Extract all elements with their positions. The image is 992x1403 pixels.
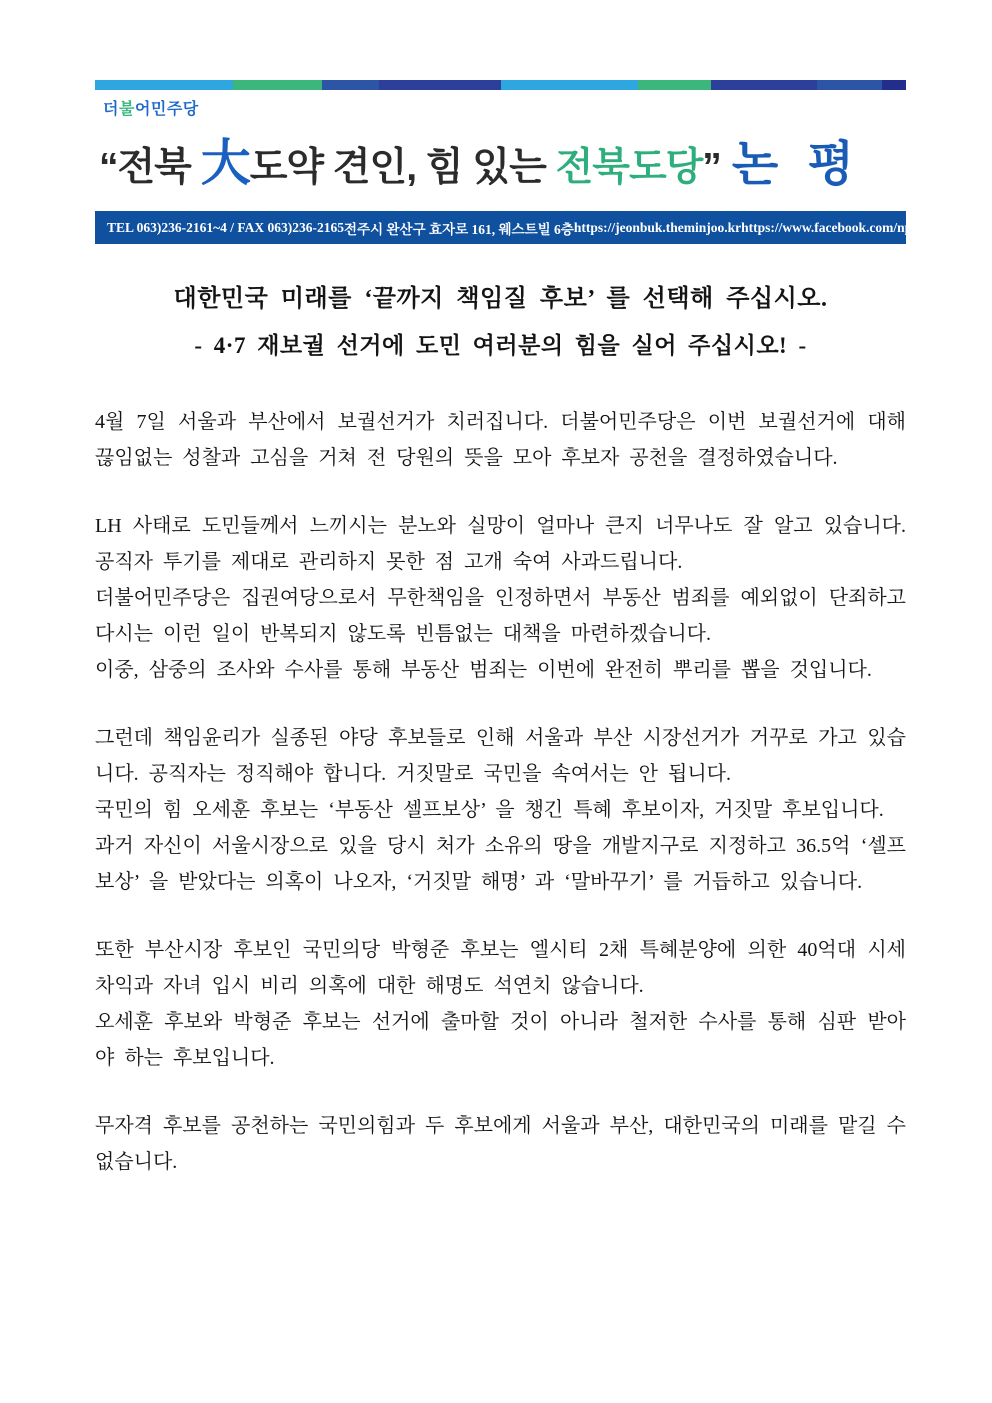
slogan-text-before: 전북 <box>117 146 201 189</box>
slogan-big-char: 大 <box>200 135 250 191</box>
document-body <box>95 278 906 1180</box>
stripe-segment <box>322 80 379 90</box>
document-title: 대한민국 미래를 ‘끝까지 책임질 후보’ 를 선택해 주십시오. <box>173 286 828 312</box>
contact-website-url: https://jeonbuk.theminjoo.kr <box>573 219 742 235</box>
paragraph-1 <box>95 404 906 476</box>
contact-info-bar <box>95 211 939 244</box>
stripe-segment <box>95 80 233 90</box>
slogan-row <box>95 119 906 205</box>
paragraph-text: 4월 7일 서울과 부산에서 보궐선거가 치러집니다. 더불어민주당은 이번 보궐선거에 대해 끊임없는 성찰과 고심을 거쳐 전 당원의 뜻을 모아 후보자 공천을 결정하였습니다. <box>95 411 906 469</box>
paragraph-text: 과거 자신이 서울시장으로 있을 당시 처가 소유의 땅을 개발지구로 지정하고 36.5억 ‘셀프보상’ 을 받았다는 의혹이 나오자, ‘거짓말 해명’ 과 ‘말바꾸기’ 를 거듭하고 있습니다. <box>95 835 906 893</box>
paragraph-text: 오세훈 후보와 박형준 후보는 선거에 출마할 것이 아니라 철저한 수사를 통해 심판 받아야 하는 후보입니다. <box>95 1011 906 1069</box>
paragraph-text: 무자격 후보를 공천하는 국민의힘과 두 후보에게 서울과 부산, 대한민국의 미래를 맡길 수 없습니다. <box>95 1115 906 1173</box>
stripe-segment <box>379 80 501 90</box>
slogan-accent-text: 전북도당 <box>555 146 703 189</box>
paragraph-2 <box>95 508 906 688</box>
stripe-segment <box>711 80 816 90</box>
doc-type-label: 논 평 <box>731 137 862 191</box>
stripe-segment <box>882 80 906 90</box>
stripe-segment <box>817 80 882 90</box>
party-logo-part3: 어민주당 <box>134 101 199 118</box>
paragraph-3 <box>95 720 906 900</box>
party-logo-part1: 더 <box>103 101 119 118</box>
paragraph-text: 또한 부산시장 후보인 국민의당 박형준 후보는 엘시티 2채 특혜분양에 의한 40억대 시세차익과 자녀 입시 비리 의혹에 대한 해명도 석연치 않습니다. <box>95 939 906 997</box>
paragraph-text: 더불어민주당은 집권여당으로서 무한책임을 인정하면서 부동산 범죄를 예외없이 단죄하고 다시는 이런 일이 반복되지 않도록 빈틈없는 대책을 마련하겠습니다. <box>95 587 906 645</box>
slogan-headline <box>99 123 721 195</box>
contact-address: 전주시 완산구 효자로 161, 웨스트빌 6층 <box>344 221 574 237</box>
paragraph-text: 국민의 힘 오세훈 후보는 ‘부동산 셀프보상’ 을 챙긴 특혜 후보이자, 거짓말 후보입니다. <box>95 799 884 821</box>
paragraph-4 <box>95 932 906 1076</box>
party-logo <box>95 90 906 119</box>
paragraph-text: 그런데 책임윤리가 실종된 야당 후보들로 인해 서울과 부산 시장선거가 거꾸로 가고 있습니다. 공직자는 정직해야 합니다. 거짓말로 국민을 속여서는 안 됩니다. <box>95 727 906 785</box>
stripe-segment <box>233 80 322 90</box>
stripe-segment <box>638 80 711 90</box>
contact-tel-fax: TEL 063)236-2161~4 / FAX 063)236-2165 <box>107 219 345 235</box>
slogan-text-mid: 도약 견인, 힘 있는 <box>249 146 556 189</box>
letterhead <box>95 80 939 244</box>
paragraph-text: LH 사태로 도민들께서 느끼시는 분노와 실망이 얼마나 큰지 너무나도 잘 알고 있습니다. 공직자 투기를 제대로 관리하지 못한 점 고개 숙여 사과드립니다. <box>95 515 906 573</box>
paragraph-5 <box>95 1108 906 1180</box>
slogan-close-quote: ” <box>702 146 721 189</box>
contact-facebook-url: https://www.facebook.com/npadjb <box>741 219 939 235</box>
slogan-open-quote: “ <box>99 146 118 189</box>
document-subtitle: - 4·7 재보궐 선거에 도민 여러분의 힘을 실어 주십시오! - <box>194 333 807 358</box>
party-logo-part2: 불 <box>118 101 135 118</box>
gradient-stripe <box>95 80 906 90</box>
paragraph-text: 이중, 삼중의 조사와 수사를 통해 부동산 범죄는 이번에 완전히 뿌리를 뽑을 것입니다. <box>95 659 872 681</box>
stripe-segment <box>501 80 639 90</box>
body-text <box>95 404 906 1180</box>
